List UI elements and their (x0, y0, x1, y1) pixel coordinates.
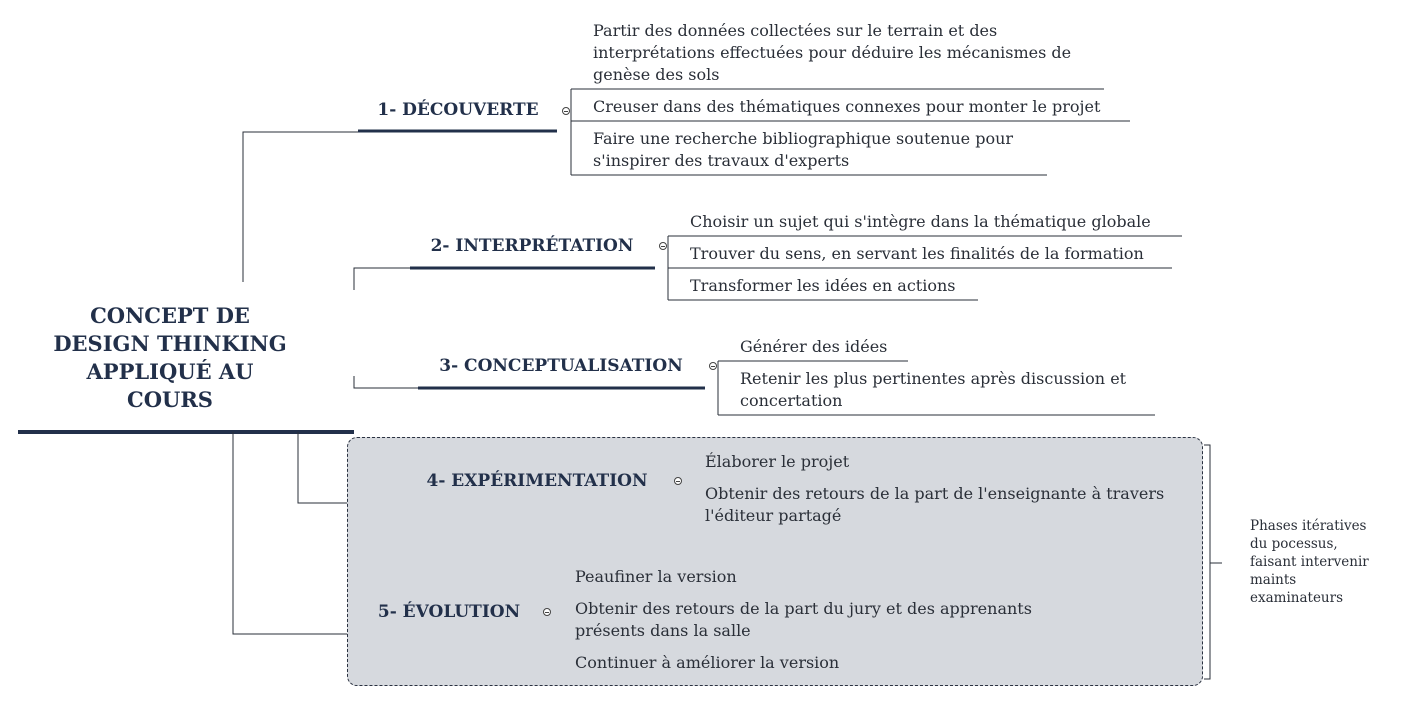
iterative-phases-note[interactable]: Phases itératives du pocessus, faisant intervenir maints examinateurs (1250, 518, 1369, 606)
leaf-item[interactable]: Creuser dans des thématiques connexes pour monter le projet (593, 97, 1101, 116)
leaf-item[interactable]: Élaborer le projet (705, 452, 850, 471)
leaf-item[interactable]: Retenir les plus pertinentes après discussion et concertation (740, 369, 1127, 410)
branch-evolution[interactable]: 5- ÉVOLUTION (377, 602, 521, 622)
leaf-item[interactable]: Obtenir des retours de la part du jury et des apprenants présents dans la salle (575, 599, 1032, 640)
leaf-item[interactable]: Générer des idées (740, 337, 888, 356)
leaf-item[interactable]: Choisir un sujet qui s'intègre dans la thématique globale (690, 212, 1151, 231)
leaf-item[interactable]: Trouver du sens, en servant les finalités de la formation (690, 244, 1144, 263)
leaf-item[interactable]: Faire une recherche bibliographique soutenue pour s'inspirer des travaux d'experts (593, 129, 1014, 170)
summary-bracket (1204, 445, 1210, 679)
collapse-toggle-experimentation[interactable] (674, 477, 682, 485)
leaf-item[interactable]: Obtenir des retours de la part de l'enseignante à travers l'éditeur partagé (705, 484, 1165, 525)
branch-decouverte[interactable]: 1- DÉCOUVERTE (377, 100, 539, 120)
branch-interpretation[interactable]: 2- INTERPRÉTATION (430, 236, 634, 256)
branch-experimentation[interactable]: 4- EXPÉRIMENTATION (426, 471, 648, 491)
branch-conceptualisation[interactable]: 3- CONCEPTUALISATION (439, 356, 683, 376)
collapse-toggle-decouverte[interactable] (562, 107, 570, 115)
connector-root-branch-1 (243, 132, 358, 282)
leaf-item[interactable]: Peaufiner la version (575, 567, 737, 586)
connector-root-branch-5 (233, 432, 358, 634)
connector-root-branch-2 (354, 268, 410, 290)
collapse-toggle-interpretation[interactable] (659, 242, 667, 250)
connector-root-branch-3 (354, 376, 418, 388)
collapse-toggle-evolution[interactable] (543, 608, 551, 616)
leaf-item[interactable]: Continuer à améliorer la version (575, 653, 840, 672)
root-topic[interactable]: CONCEPT DE DESIGN THINKING APPLIQUÉ AU COURS (53, 303, 287, 412)
leaf-item[interactable]: Transformer les idées en actions (690, 276, 956, 295)
collapse-toggle-conceptualisation[interactable] (709, 362, 717, 370)
leaf-item[interactable]: Partir des données collectées sur le terrain et des interprétations effectuées pour déduire les mécanismes de genèse des sols (593, 21, 1072, 84)
